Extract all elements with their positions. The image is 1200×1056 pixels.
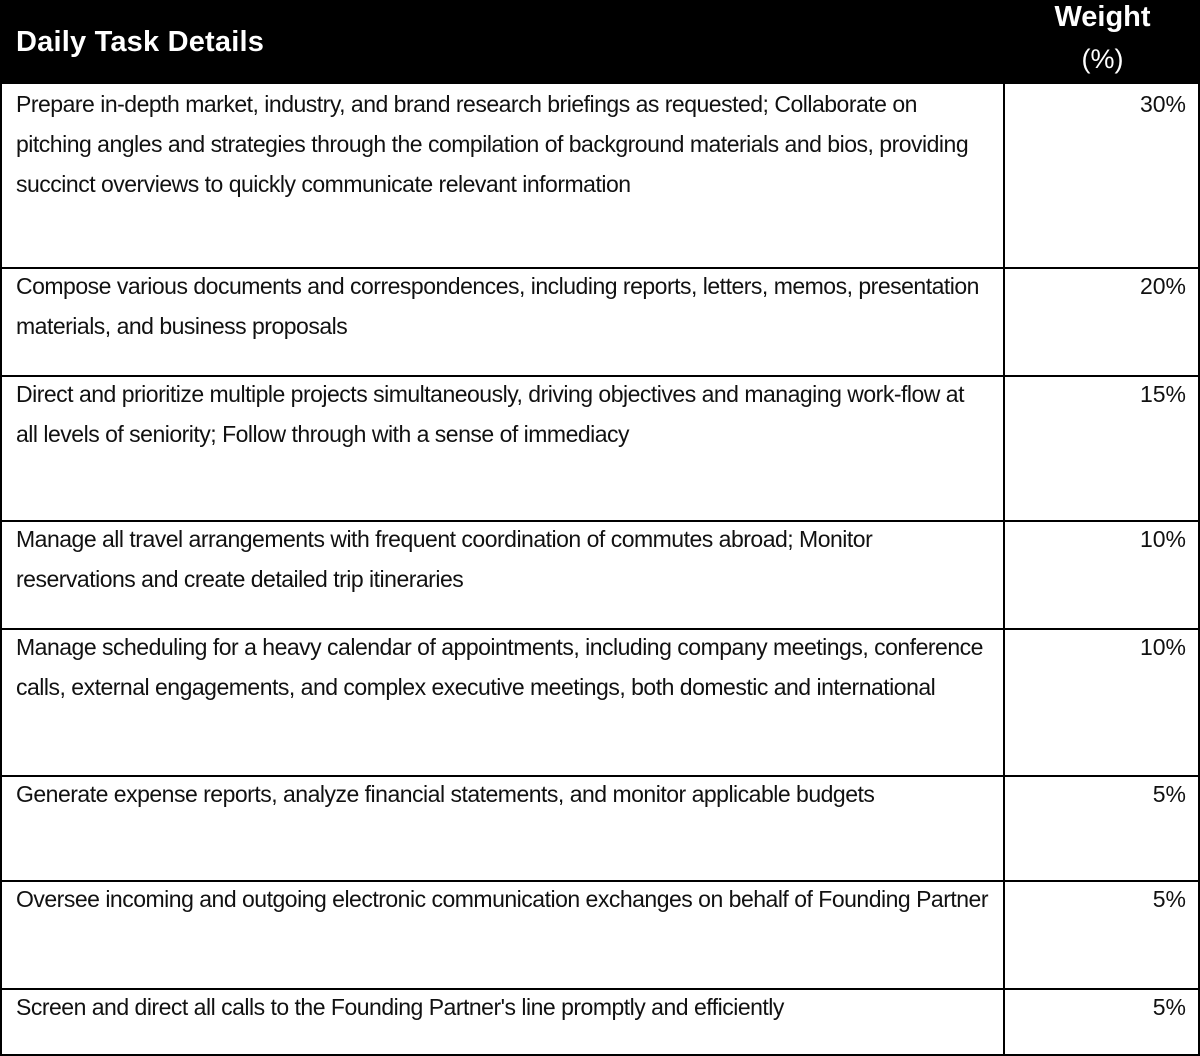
task-weight: 30%	[1139, 91, 1186, 117]
column-divider	[1003, 84, 1005, 1056]
task-weight: 5%	[1152, 994, 1186, 1020]
task-weight: 15%	[1139, 381, 1186, 407]
task-weight: 20%	[1139, 273, 1186, 299]
weight-column-label: Weight	[1054, 1, 1151, 33]
task-description: Manage all travel arrangements with frequent coordination of commutes abroad; Monitor reservations and create detailed trip itineraries	[16, 526, 873, 592]
task-description: Generate expense reports, analyze financial statements, and monitor applicable budgets	[16, 781, 875, 807]
table-title: Daily Task Details	[16, 26, 265, 58]
table-left-border	[0, 84, 2, 1056]
task-description: Screen and direct all calls to the Founding Partner's line promptly and efficiently	[16, 994, 784, 1020]
task-weight: 10%	[1139, 634, 1186, 660]
task-description: Manage scheduling for a heavy calendar of appointments, including company meetings, conference calls, external engagements, and complex executive meetings, both domestic and international	[16, 634, 983, 700]
task-weight: 5%	[1152, 781, 1186, 807]
weight-column-header	[1005, 0, 1200, 72]
task-description: Prepare in-depth market, industry, and brand research briefings as requested; Collaborate on pitching angles and strategies through the compilation of background materials and bios, providing succinct overviews to quickly communicate relevant information	[16, 91, 969, 197]
task-weight: 5%	[1152, 886, 1186, 912]
weight-column-unit: (%)	[1081, 44, 1124, 74]
table-header	[0, 0, 1200, 84]
task-description: Direct and prioritize multiple projects simultaneously, driving objectives and managing work-flow at all levels of seniority; Follow through with a sense of immediacy	[16, 381, 964, 447]
task-description: Oversee incoming and outgoing electronic communication exchanges on behalf of Founding Partner	[16, 886, 989, 912]
task-weight: 10%	[1139, 526, 1186, 552]
task-description: Compose various documents and correspondences, including reports, letters, memos, presentation materials, and business proposals	[16, 273, 979, 339]
